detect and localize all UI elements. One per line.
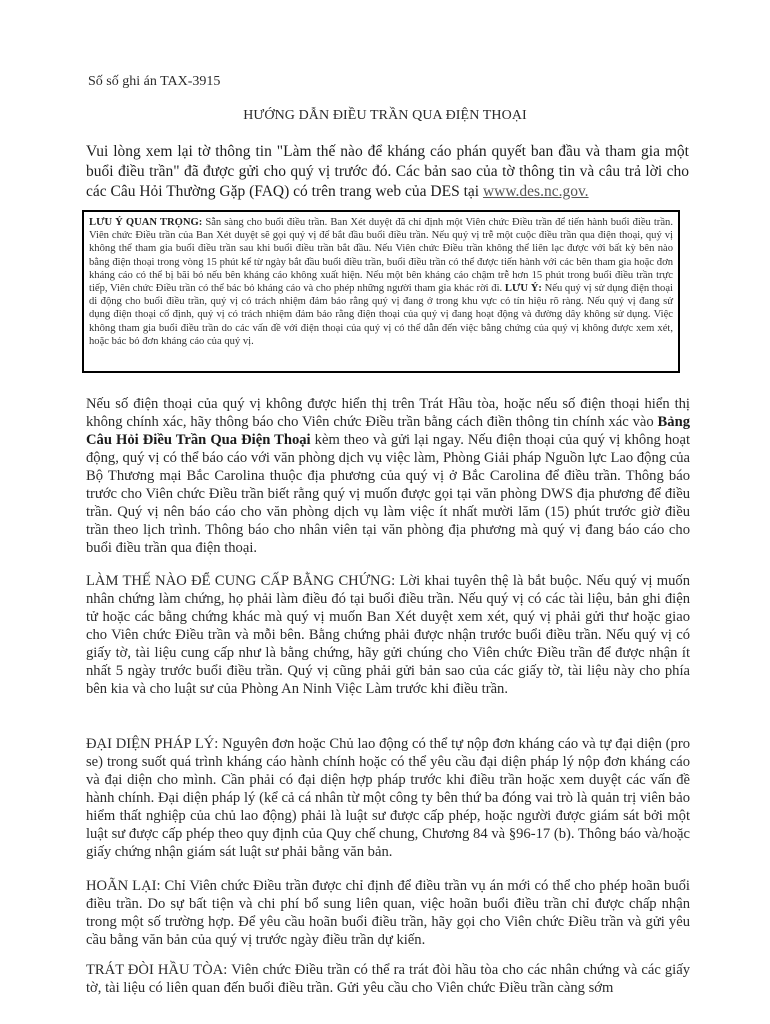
notice-text-1: Sẵn sàng cho buổi điều trần. Ban Xét duyệt đã chỉ định một Viên chức Điều trần để tiến hành buổi điều trần. Viên chức Điều trần của Ban Xét duyệt sẽ gọi quý vị để bắt đầu buổi điều trần. Nếu quý vị trễ một cuộc điều trần qua điện thoại, quý vị không thể tham gia buổi điều trần sau khi buổi điều trần bắt đầu. Nếu Viên chức Điều trần không thể liên lạc được với bất kỳ bên nào bằng điện thoại trong vòng 15 phút kể từ ngày bắt đầu buổi điều trần, buổi điều trần có thể được tiến hành với các bên tham gia hoặc đơn kháng cáo có thể bị bãi bỏ nếu bên kháng cáo không xuất hiện. Nếu một bên kháng cáo chậm trễ hơn 15 phút trong buổi điều trần trực tiếp, Viên chức Điều trần có thể bác bỏ kháng cáo và cho phép những người tham gia khác rời đi. (89, 217, 673, 295)
notice-text-2: Nếu quý vị sử dụng điện thoại di động cho buổi điều trần, quý vị có trách nhiệm đảm bảo rằng quý vị đang ở trong khu vực có tín hiệu rõ ràng. Nếu quý vị đang sử dụng điện thoại cố định, quý vị có trách nhiệm đảm bảo rằng điện thoại của quý vị đang hoạt động và đường dây không sử dụng. Việc không tham gia buổi điều trần do các vấn đề với điện thoại của quý vị có thể dẫn đến việc bằng chứng của quý vị không được xem xét, hoặc bác bỏ đơn kháng cáo của quý vị. (89, 283, 673, 347)
legal-representation-paragraph: ĐẠI DIỆN PHÁP LÝ: Nguyên đơn hoặc Chủ lao động có thể tự nộp đơn kháng cáo và tự đại diện (pro se) trong suốt quá trình kháng cáo hành chính hoặc có thể yêu cầu đại diện pháp lý nộp đơn kháng cáo và đại diện cho mình. Cần phải có đại diện hợp pháp trước khi điều trần hoặc xem duyệt các vấn đề hành chính. Đại diện pháp lý (kể cả cá nhân từ một công ty bên thứ ba đóng vai trò là quản trị viên bảo hiểm thất nghiệp của chủ lao động) phải là luật sư được cấp phép, hoặc người được giám sát bởi một luật sư được cấp phép theo quy định của Quy chế chung, Chương 84 và §96-17 (b). Thông báo và/hoặc giấy chứng nhận giám sát luật sư phải bằng văn bản. (86, 736, 690, 860)
document-title: HƯỚNG DẪN ĐIỀU TRẦN QUA ĐIỆN THOẠI (243, 108, 527, 123)
subpoena-paragraph: TRÁT ĐÒI HẦU TÒA: Viên chức Điều trần có thể ra trát đòi hầu tòa cho các nhân chứng và các giấy tờ, tài liệu có liên quan đến buổi điều trần. Gửi yêu cầu cho Viên chức Điều trần càng sớm (86, 962, 690, 996)
important-notice-box (82, 210, 680, 373)
notice-label-important: LƯU Ý QUAN TRỌNG: (89, 217, 203, 228)
p1-text-after: kèm theo và gửi lại ngay. Nếu điện thoại của quý vị không hoạt động, quý vị có thể báo cáo với văn phòng dịch vụ việc làm, Phòng Giải pháp Nguồn lực Lao động của Bộ Thương mại Bắc Carolina thuộc địa phương của quý vị ở Bắc Carolina để điều trần. Thông báo trước cho Viên chức Điều trần biết rằng quý vị muốn được gọi tại văn phòng DWS địa phương để điều trần. Quý vị nên báo cáo cho văn phòng dịch vụ làm việc ít nhất mười lăm (15) phút trước giờ điều trần theo lịch trình. Thông báo cho nhân viên tại văn phòng địa phương mà quý vị đang báo cáo cho buổi điều trần qua điện thoại. (86, 432, 691, 556)
des-website-link[interactable]: www.des.nc.gov. (482, 183, 589, 200)
evidence-paragraph: LÀM THẾ NÀO ĐỂ CUNG CẤP BẰNG CHỨNG: Lời khai tuyên thệ là bắt buộc. Nếu quý vị muốn nhân chứng làm chứng, họ phải làm điều đó tại buổi điều trần. Nếu quý vị có các tài liệu, bản ghi điện tử hoặc các bằng chứng khác mà quý vị muốn Ban Xét duyệt xem xét, quý vị phải gửi thư hoặc giao cho Viên chức Điều trần và mỗi bên. Bằng chứng phải được nhận trước buổi điều trần. Nếu quý vị có giấy tờ, tài liệu cung cấp như là bằng chứng, hãy gửi chúng cho Viên chức Điều trần để được nhận ít nhất 5 ngày trước buổi điều trần. Quý vị cũng phải gửi bản sao của các giấy tờ, tài liệu này cho phía bên kia và cho luật sư của Phòng An Ninh Việc Làm trước khi điều trần. (86, 573, 690, 697)
p1-text-before: Nếu số điện thoại của quý vị không được hiển thị trên Trát Hầu tòa, hoặc nếu số điện thoại hiển thị không chính xác, hãy thông báo cho Viên chức Điều trần bằng cách điền thông tin chính xác vào (86, 396, 690, 430)
case-number: Số số ghi án TAX-3915 (88, 74, 221, 89)
phone-number-paragraph (86, 395, 690, 557)
postponement-paragraph: HOÃN LẠI: Chỉ Viên chức Điều trần được chỉ định để điều trần vụ án mới có thể cho phép hoãn buổi điều trần. Do sự bất tiện và chi phí bổ sung liên quan, việc hoãn buổi điều trần chỉ được chấp nhận trong một số trường hợp. Để yêu cầu hoãn buổi điều trần, hãy gọi cho Viên chức Điều trần và gửi yêu cầu bằng văn bản của quý vị trước ngày điều trần dự kiến. (86, 878, 690, 948)
phone-questionnaire-title: Bảng Câu Hỏi Điều Trần Qua Điện Thoại (86, 414, 690, 448)
notice-label-note: LƯU Ý: (504, 283, 542, 295)
intro-text: Vui lòng xem lại tờ thông tin "Làm thế nào để kháng cáo phán quyết ban đầu và tham gia một buổi điều trần" đã được gửi cho quý vị trước đó. Các bản sao của tờ thông tin và câu trả lời cho các Câu Hỏi Thường Gặp (FAQ) có trên trang web của DES tại (86, 143, 689, 200)
intro-paragraph (86, 142, 689, 202)
